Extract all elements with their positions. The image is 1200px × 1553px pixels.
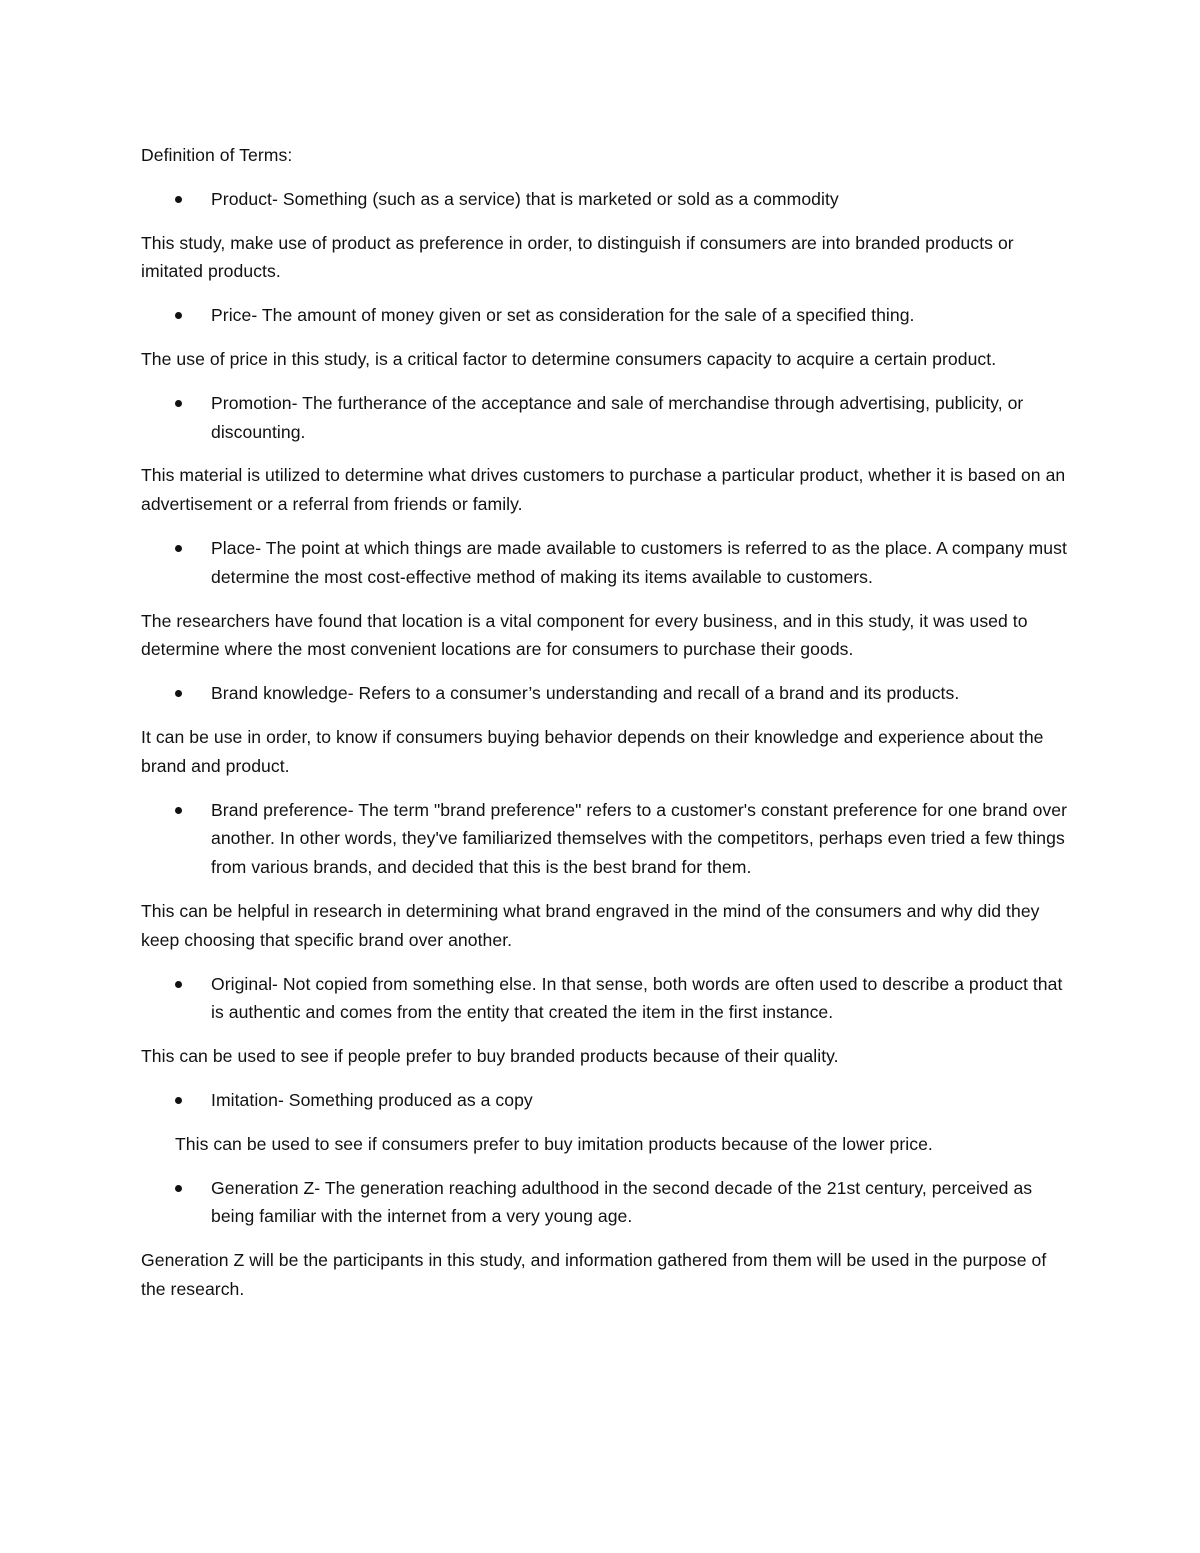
paragraph: This material is utilized to determine what drives customers to purchase a particular product, whether it is based on an advertisement or a referral from friends or family. (141, 465, 1066, 515)
bullet-dot-icon (175, 312, 182, 319)
paragraph: Generation Z will be the participants in this study, and information gathered from them will be used in the purpose of the research. (141, 1250, 1047, 1299)
bullet-text: Generation Z- The generation reaching adulthood in the second decade of the 21st century, perceived as being familiar with the internet from a very young age. (211, 1177, 1033, 1227)
bullet-dot-icon (175, 196, 182, 203)
paragraph: This study, make use of product as preference in order, to distinguish if consumers are into branded products or imitated products. (141, 232, 1014, 282)
bullet-item-original (141, 970, 1071, 1028)
bullet-text: Brand preference- The term "brand preference" refers to a customer's constant preference for one brand over another. In other words, they've familiarized themselves with the competitors, perhaps even tried a few things from various brands, and decided that this is the best brand for them. (211, 799, 1068, 878)
bullet-text: Place- The point at which things are made available to customers is referred to as the place. A company must determine the most cost-effective method of making its items available to customers. (211, 537, 1067, 587)
bullet-dot-icon (175, 1185, 182, 1192)
bullet-dot-icon (175, 981, 182, 988)
bullet-dot-icon (175, 1097, 182, 1104)
bullet-dot-icon (175, 545, 182, 552)
bullet-item-brand-preference (141, 796, 1071, 882)
paragraph-indented: This can be used to see if consumers prefer to buy imitation products because of the lower price. (175, 1133, 933, 1154)
bullet-text: Product- Something (such as a service) that is marketed or sold as a commodity (211, 188, 839, 209)
bullet-item-brand-knowledge (141, 679, 1071, 708)
paragraph: This can be helpful in research in determining what brand engraved in the mind of the consumers and why did they keep choosing that specific brand over another. (141, 900, 1040, 950)
bullet-dot-icon (175, 807, 182, 814)
bullet-text: Original- Not copied from something else. In that sense, both words are often used to describe a product that is authentic and comes from the entity that created the item in the first instance. (211, 973, 1063, 1023)
document-body (141, 141, 1071, 1319)
bullet-item-imitation (141, 1086, 1071, 1115)
bullet-item-generation-z (141, 1174, 1071, 1232)
bullet-item-price (141, 301, 1071, 330)
bullet-item-place (141, 534, 1071, 592)
bullet-text: Imitation- Something produced as a copy (211, 1089, 533, 1110)
bullet-text: Price- The amount of money given or set as consideration for the sale of a specified thing. (211, 305, 915, 326)
document-heading: Definition of Terms: (141, 145, 293, 165)
bullet-text: Brand knowledge- Refers to a consumer’s understanding and recall of a brand and its products. (211, 683, 960, 704)
paragraph: The use of price in this study, is a critical factor to determine consumers capacity to acquire a certain product. (141, 348, 997, 369)
bullet-item-promotion (141, 389, 1071, 447)
bullet-dot-icon (175, 690, 182, 697)
bullet-item-product (141, 185, 1071, 214)
bullet-text: Promotion- The furtherance of the acceptance and sale of merchandise through advertising, publicity, or discounting. (211, 392, 1024, 442)
paragraph: It can be use in order, to know if consumers buying behavior depends on their knowledge and experience about the brand and product. (141, 726, 1044, 776)
bullet-dot-icon (175, 400, 182, 407)
paragraph: This can be used to see if people prefer to buy branded products because of their quality. (141, 1046, 839, 1067)
paragraph: The researchers have found that location is a vital component for every business, and in this study, it was used to determine where the most convenient locations are for consumers to purchase their goods. (141, 610, 1028, 660)
